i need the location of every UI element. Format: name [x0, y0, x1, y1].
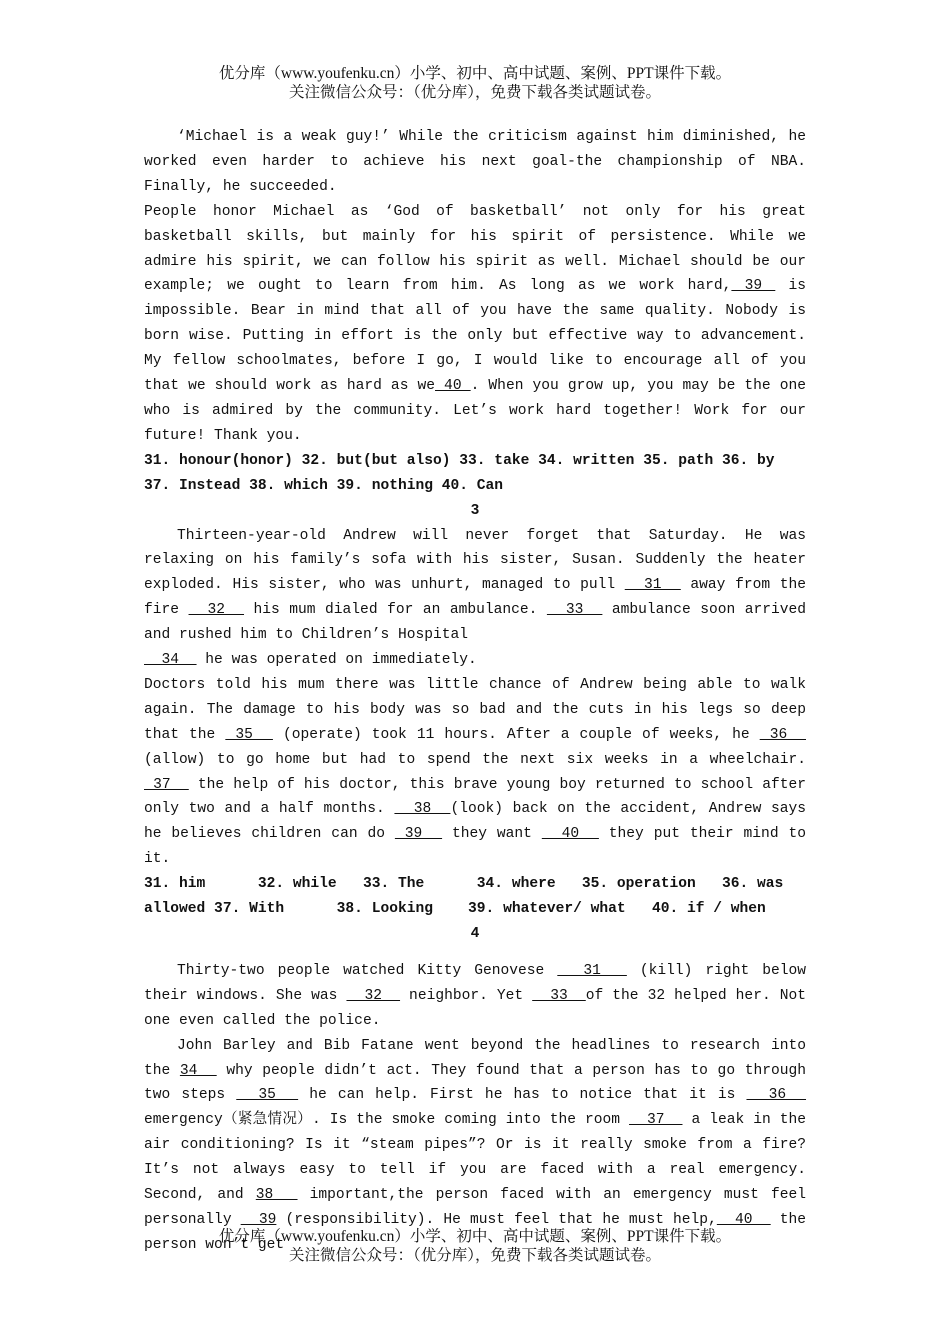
footer-line-2: 关注微信公众号：（优分库），免费下载各类试题试卷。 — [288, 1247, 661, 1264]
passage3-text: they want — [442, 826, 542, 843]
passage2-paragraph-2 — [144, 200, 806, 449]
blank-35: 35 — [236, 1087, 299, 1104]
passage3-text: he was operated on immediately. — [196, 652, 477, 669]
blank-40: 40 — [716, 1211, 771, 1228]
passage4-paragraph-1 — [144, 959, 806, 1034]
blank-35: 35 — [225, 726, 273, 743]
blank-40: 40 — [541, 826, 599, 843]
blank-38: 38 — [255, 1187, 298, 1204]
blank-34: 34 — [179, 1062, 217, 1079]
passage4-text: important,the person faced with an emergency must feel personally — [144, 1187, 806, 1228]
passage3-text: (operate) took 11 hours. After a couple of weeks, he — [272, 726, 760, 743]
passage2-text-a: People honor Michael as ‘God of basketball’ not only for his great basketball skills, but mainly for his spirit of persistence. While we admire his spirit, we can follow his spirit as well. Michael should be our example; we ought to learn from him. As long as we work hard, — [144, 203, 806, 295]
passage4-text: of the 32 helped her. Not one even called the police. — [144, 987, 806, 1029]
blank-31: 31 — [624, 577, 681, 594]
passage3-text: the help of his doctor, this brave young boy returned to school after only two and a half months. — [144, 776, 806, 818]
passage4-paragraph-2 — [144, 1034, 806, 1258]
blank-37: 37 — [629, 1112, 683, 1129]
blank-39: 39 — [240, 1211, 277, 1228]
passage3-answers-1: 31. him 32. while 33. The 34. where 35. operation 36. was — [144, 876, 784, 893]
passage3-paragraph-3 — [144, 673, 806, 872]
passage4-text: (kill) right below their windows. She was — [144, 962, 806, 1004]
blank-34: 34 — [144, 652, 197, 669]
passage2-text-b: is impossible. Bear in mind that all of you have the same quality. Nobody is born wise. Putting in effort is the only but effective way to advancement. My fellow schoolmates, before I go, I would like to encourage all of you that we should work as hard as we — [144, 278, 807, 395]
blank-36: 36 — [746, 1087, 807, 1104]
passage2-answers-1: 31. honour(honor) 32. but(but also) 33. take 34. written 35. path 36. by — [144, 452, 775, 469]
document-body — [144, 125, 806, 1258]
passage2-answers-2: 37. Instead 38. which 39. nothing 40. Can — [144, 477, 504, 494]
passage4-text: the person won’t get — [144, 1211, 807, 1253]
passage3-text: (allow) to go home but had to spend the next six weeks in a wheelchair. — [144, 751, 806, 768]
passage2-text-c: . When you grow up, you may be the one who is admired by the community. Let’s work hard together! Work for our future! Thank you. — [144, 378, 806, 444]
blank-32: 32 — [188, 602, 245, 619]
passage4-number: 4 — [470, 926, 480, 942]
blank-32: 32 — [346, 987, 401, 1004]
passage3-text: they put their mind to it. — [144, 826, 806, 868]
passage4-text: (responsibility). He must feel that he must help, — [276, 1211, 717, 1228]
page-header — [0, 64, 950, 102]
blank-33: 33 — [546, 602, 603, 619]
passage3-number: 3 — [470, 502, 480, 519]
passage3-paragraph-1 — [144, 524, 806, 649]
passage4-text: John Barley and Bib Fatane went beyond the headlines to research into the — [144, 1037, 806, 1079]
passage4-text: emergency（紧急情况）. Is the smoke coming into the room — [144, 1112, 630, 1129]
passage3-text: his mum dialed for an ambulance. — [244, 602, 547, 619]
footer-line-1: 优分库（www.youfenku.cn）小学、初中、高中试题、案例、PPT课件下载。 — [218, 1228, 732, 1245]
passage3-text: (look) back on the accident, Andrew says he believes children can do — [144, 801, 806, 843]
blank-37: 37 — [144, 776, 189, 793]
blank-36: 36 — [759, 726, 806, 743]
blank-39: 39 — [731, 278, 776, 295]
passage4-text: he can help. First he has to notice that it is — [298, 1087, 747, 1104]
passage4-text: a leak in the air conditioning? Is it “steam pipes”? Or is it really smoke from a fire? It’s not always easy to tell if you are faced with a real emergency. Second, and — [144, 1112, 806, 1204]
passage3-text: away from the fire — [144, 577, 806, 619]
header-line-2: 关注微信公众号：（优分库），免费下载各类试题试卷。 — [288, 84, 661, 101]
passage4-text: Thirty-two people watched Kitty Genovese — [177, 962, 558, 979]
passage4-text: neighbor. Yet — [400, 987, 533, 1004]
passage2-paragraph-1: ‘Michael is a weak guy!’ While the criticism against him diminished, he worked even harder to achieve his next goal-the championship of NBA. Finally, he succeeded. — [144, 129, 806, 195]
passage4-text: why people didn’t act. They found that a person has to go through two steps — [144, 1062, 807, 1104]
passage3-answers-2: allowed 37. With 38. Looking 39. whatever/ what 40. if / when — [144, 901, 766, 918]
header-line-1: 优分库（www.youfenku.cn）小学、初中、高中试题、案例、PPT课件下载。 — [218, 65, 732, 82]
passage3-text: ambulance soon arrived and rushed him to Children’s Hospital — [144, 602, 807, 644]
blank-31: 31 — [557, 962, 627, 979]
passage3-text: Doctors told his mum there was little chance of Andrew being able to walk again. The damage to his body was so bad and the cuts in his legs so deep that the — [144, 676, 806, 743]
passage3-paragraph-2 — [144, 648, 806, 673]
blank-38: 38 — [394, 801, 451, 818]
blank-40: 40 — [435, 378, 471, 395]
passage3-text: Thirteen-year-old Andrew will never forget that Saturday. He was relaxing on his family’s sofa with his sister, Susan. Suddenly the heater exploded. His sister, who was unhurt, managed to pull — [144, 527, 806, 594]
page-footer — [0, 1227, 950, 1265]
blank-33: 33 — [532, 987, 586, 1004]
blank-39: 39 — [394, 826, 443, 843]
